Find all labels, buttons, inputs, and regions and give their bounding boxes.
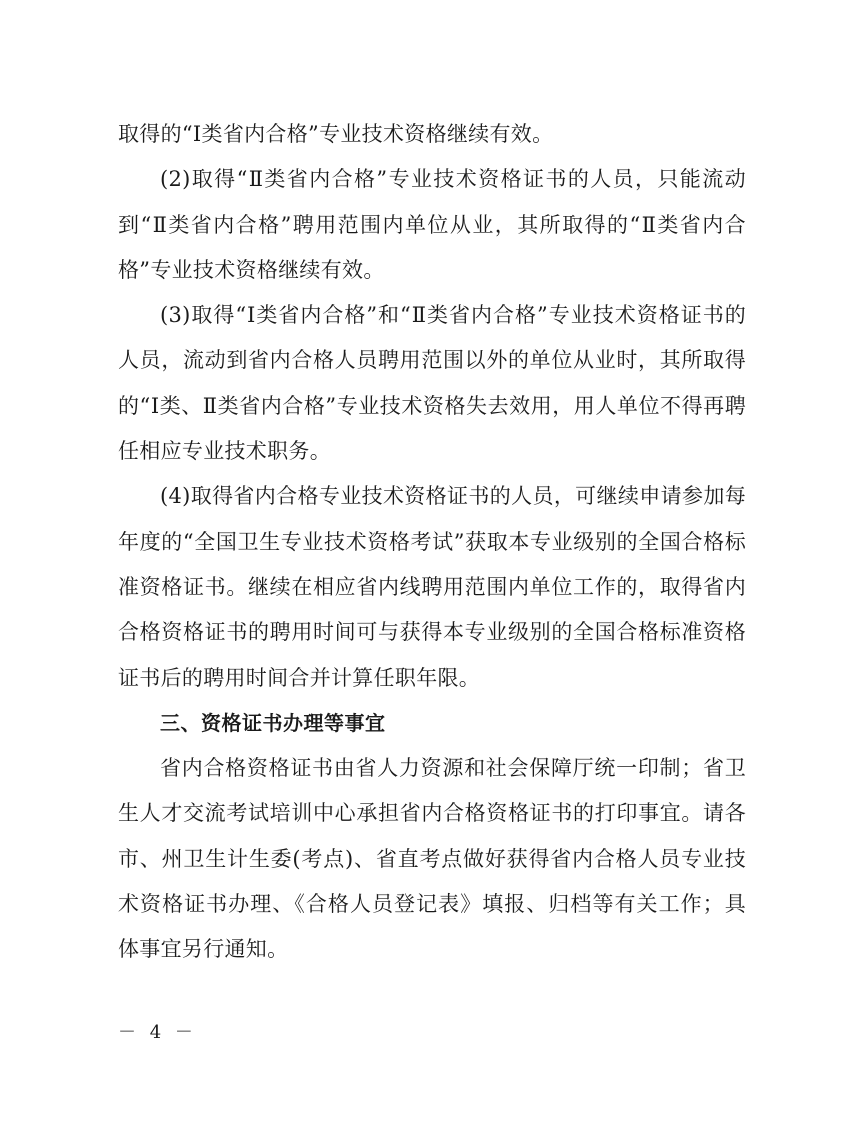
paragraph-item-2: (2)取得“Ⅱ类省内合格”专业技术资格证书的人员，只能流动到“Ⅱ类省内合格”聘用范围内单位从业，其所取得的“Ⅱ类省内合格”专业技术资格继续有效。 <box>118 167 746 282</box>
page-number: － 4 － <box>118 1022 197 1043</box>
section-paragraph: 省内合格资格证书由省人力资源和社会保障厅统一印制；省卫生人才交流考试培训中心承担省内合格资格证书的打印事宜。请各市、州卫生计生委(考点)、省直考点做好获得省内合格人员专业技术资格证书办理、《合格人员登记表》填报、归档等有关工作；具体事宜另行通知。 <box>118 756 746 962</box>
section-heading: 三、资格证书办理等事宜 <box>160 710 386 735</box>
document-body <box>118 112 746 973</box>
paragraph-item-4: (4)取得省内合格专业技术资格证书的人员，可继续申请参加每年度的“全国卫生专业技术资格考试”获取本专业级别的全国合格标准资格证书。继续在相应省内线聘用范围内单位工作的，取得省内合格资格证书的聘用时间可与获得本专业级别的全国合格标准资格证书后的聘用时间合并计算任职年限。 <box>118 484 746 690</box>
paragraph-item-3: (3)取得“Ⅰ类省内合格”和“Ⅱ类省内合格”专业技术资格证书的人员，流动到省内合格人员聘用范围以外的单位从业时，其所取得的“Ⅰ类、Ⅱ类省内合格”专业技术资格失去效用，用人单位不得再聘任相应专业技术职务。 <box>118 303 746 464</box>
paragraph-continuation: 取得的“Ⅰ类省内合格”专业技术资格继续有效。 <box>118 122 554 146</box>
